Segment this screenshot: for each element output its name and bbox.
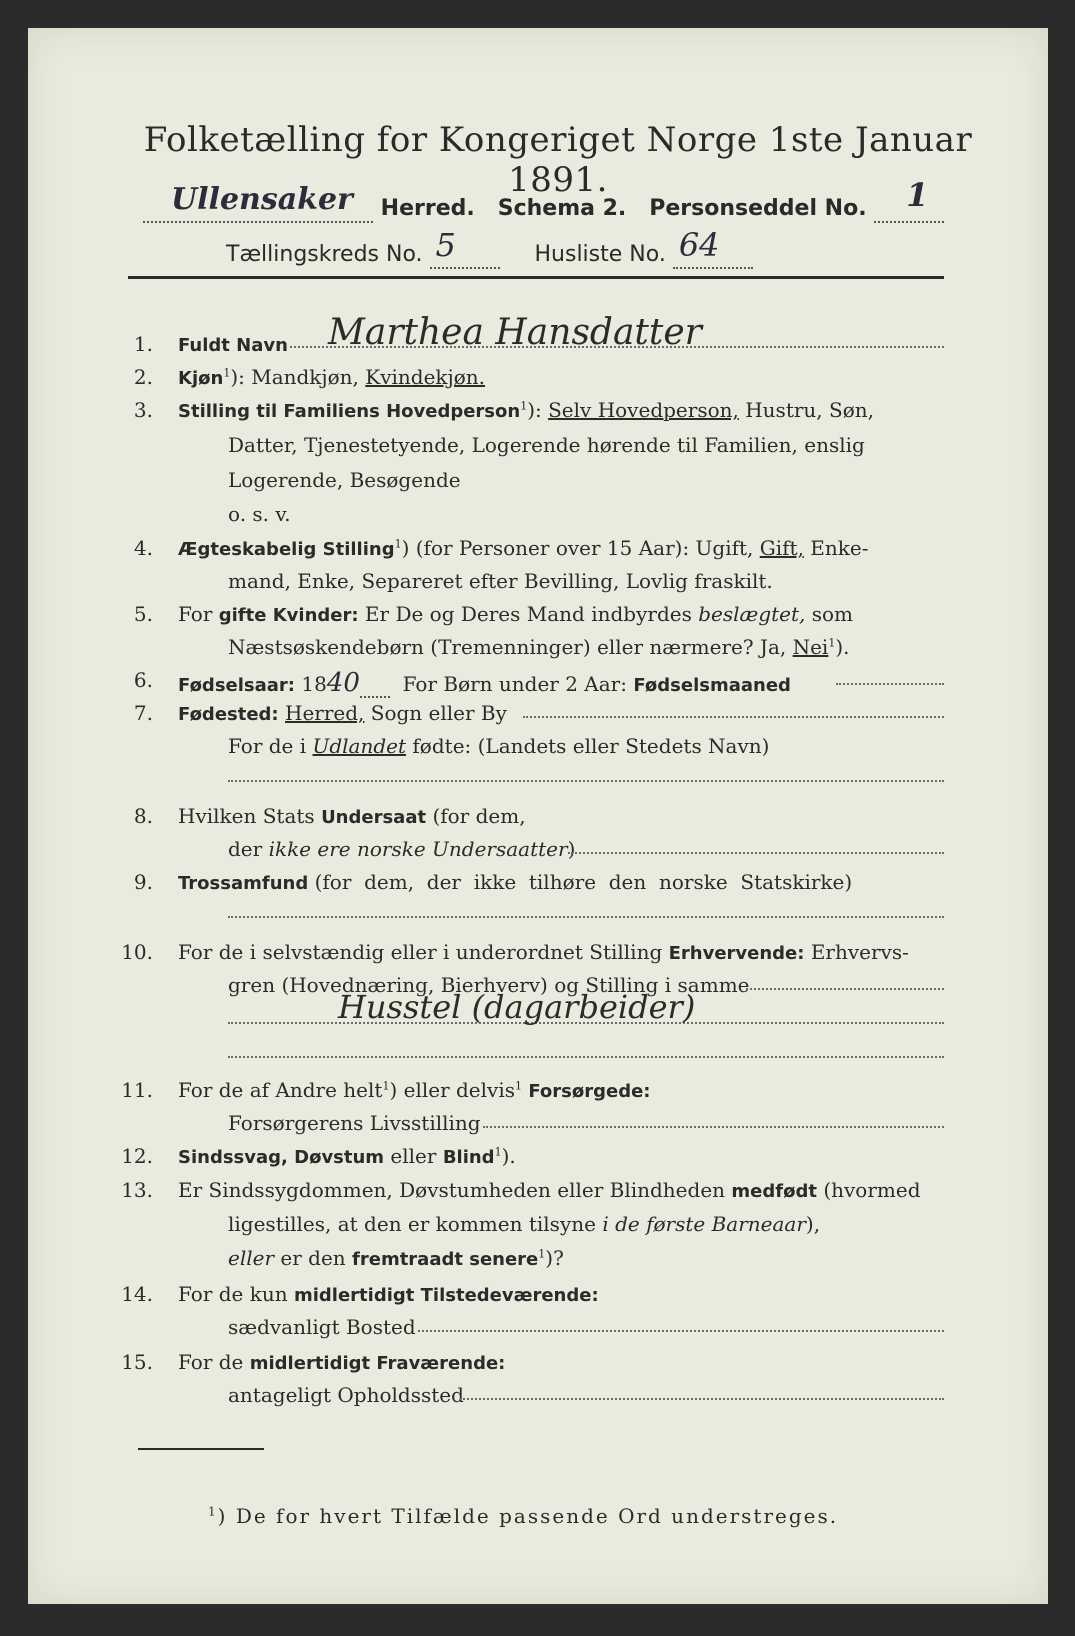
item-3-line-2: Datter, Tjenestetyende, Logerende hørende til Familien, enslig: [228, 433, 865, 457]
item-14-line-2: sædvanligt Bosted: [228, 1315, 416, 1339]
item-10-leader-3: [228, 1056, 944, 1058]
item-4-line-2: mand, Enke, Separeret efter Bevilling, Lovlig fraskilt.: [228, 569, 773, 593]
item-11-leader: [483, 1126, 944, 1128]
item-13-text: Er Sindssygdommen, Døvstumheden eller Blindheden medfødt (hvormed: [178, 1178, 921, 1202]
herred-value: Ullensaker: [171, 182, 353, 217]
item-3-line-3: Logerende, Besøgende: [228, 468, 461, 492]
item-3-line-4: o. s. v.: [228, 502, 291, 526]
item-4-number: 4.: [133, 536, 153, 560]
husliste-field: [673, 226, 753, 269]
header-rule: [128, 276, 944, 279]
item-2-number: 2.: [133, 365, 153, 389]
census-form-sheet: [28, 28, 1048, 1604]
item-5-line-2: Næstsøskendebørn (Tremenninger) eller nærmere? Ja, Nei$^1$).: [228, 635, 850, 659]
item-13-number: 13.: [121, 1178, 153, 1202]
item-6-number: 6.: [133, 668, 153, 692]
item-11-number: 11.: [121, 1078, 153, 1102]
item-15-text: For de midlertidigt Fraværende:: [178, 1350, 506, 1374]
item-8-number: 8.: [133, 804, 153, 828]
item-1-name-value: Marthea Hansdatter: [328, 312, 702, 353]
header-line-2: [226, 226, 753, 269]
item-15-line-2: antageligt Opholdssted: [228, 1383, 464, 1407]
item-8-text: Hvilken Stats Undersaat (for dem,: [178, 804, 526, 828]
item-8-line-2: der ikke ere norske Undersaatter): [228, 837, 576, 861]
item-4-text: Ægteskabelig Stilling$^1$) (for Personer over 15 Aar): Ugift, Gift, Enke-: [178, 536, 869, 560]
herred-field: [143, 182, 373, 223]
item-7-text: Fødested: Herred, Sogn eller By: [178, 701, 507, 725]
item-8-leader: [568, 852, 944, 854]
schema-label: Schema 2.: [497, 196, 627, 221]
item-15-leader: [460, 1398, 944, 1400]
item-13-line-3: eller er den fremtraadt senere$^1$)?: [228, 1246, 564, 1270]
item-9-leader: [228, 916, 944, 918]
item-6-leader: [836, 683, 944, 685]
item-3-number: 3.: [133, 398, 153, 422]
herred-label: Herred.: [380, 196, 475, 221]
item-9-text: Trossamfund (for dem, der ikke tilhøre den norske Statskirke): [178, 870, 853, 894]
item-10-line-2: gren (Hovednæring, Bierhverv) og Stilling i samme: [228, 973, 750, 997]
item-3-text: Stilling til Familiens Hovedperson$^1$): Selv Hovedperson, Hustru, Søn,: [178, 398, 874, 422]
item-14-text: For de kun midlertidigt Tilstedeværende:: [178, 1282, 599, 1306]
item-7-leader-2: [228, 780, 944, 782]
item-2-text: Kjøn$^1$): Mandkjøn, Kvindekjøn.: [178, 365, 486, 389]
item-11-line-2: Forsørgerens Livsstilling: [228, 1111, 481, 1135]
item-1-number: 1.: [133, 332, 153, 356]
item-14-number: 14.: [121, 1282, 153, 1306]
item-12-text: Sindssvag, Døvstum eller Blind$^1$).: [178, 1144, 516, 1168]
footnote: $^1$) De for hvert Tilfælde passende Ord understreges.: [208, 1504, 839, 1528]
item-10-occupation-value: Husstel (dagarbeider): [338, 988, 696, 1026]
item-14-leader: [418, 1330, 944, 1332]
kreds-field: [430, 226, 500, 269]
item-7-number: 7.: [133, 701, 153, 725]
item-2-selected: Kvindekjøn.: [365, 365, 486, 389]
item-7-line-2: For de i Udlandet fødte: (Landets eller Stedets Navn): [228, 734, 770, 758]
item-7-selected: Herred,: [285, 701, 365, 725]
item-10-number: 10.: [121, 940, 153, 964]
item-12-number: 12.: [121, 1144, 153, 1168]
husliste-value: 64: [678, 226, 720, 264]
item-15-number: 15.: [121, 1350, 153, 1374]
item-6-text: Fødselsaar: 1840 For Børn under 2 Aar: Fødselsmaaned: [178, 668, 791, 698]
item-5-text: For gifte Kvinder: Er De og Deres Mand indbyrdes beslægtet, som: [178, 602, 854, 626]
personseddel-field: [874, 176, 944, 223]
kreds-label: Tællingskreds No.: [226, 242, 423, 267]
kreds-value: 5: [435, 226, 456, 264]
footnote-rule: [138, 1448, 264, 1450]
item-5-selected: Nei: [792, 635, 829, 659]
item-9-number: 9.: [133, 870, 153, 894]
item-6-year-value: 40: [326, 668, 360, 698]
item-11-text: For de af Andre helt$^1$) eller delvis$^1$ Forsørgede:: [178, 1078, 651, 1102]
item-10-text: For de i selvstændig eller i underordnet Stilling Erhvervende: Erhvervs-: [178, 940, 909, 964]
item-5-number: 5.: [133, 602, 153, 626]
item-4-selected: Gift,: [759, 536, 804, 560]
husliste-label: Husliste No.: [534, 242, 666, 267]
item-10-leader: [746, 988, 944, 990]
item-3-selected: Selv Hovedperson,: [548, 398, 739, 422]
personseddel-label: Personseddel No.: [649, 196, 867, 221]
item-1-label: Fuldt Navn: [178, 335, 288, 356]
item-13-line-2: ligestilles, at den er kommen tilsyne i de første Barneaar),: [228, 1212, 821, 1236]
item-7-leader: [523, 716, 944, 718]
form-title: Folketælling for Kongeriget Norge 1ste Januar 1891.: [143, 120, 973, 200]
header-line-1: [143, 176, 944, 223]
personseddel-value: 1: [906, 176, 929, 214]
